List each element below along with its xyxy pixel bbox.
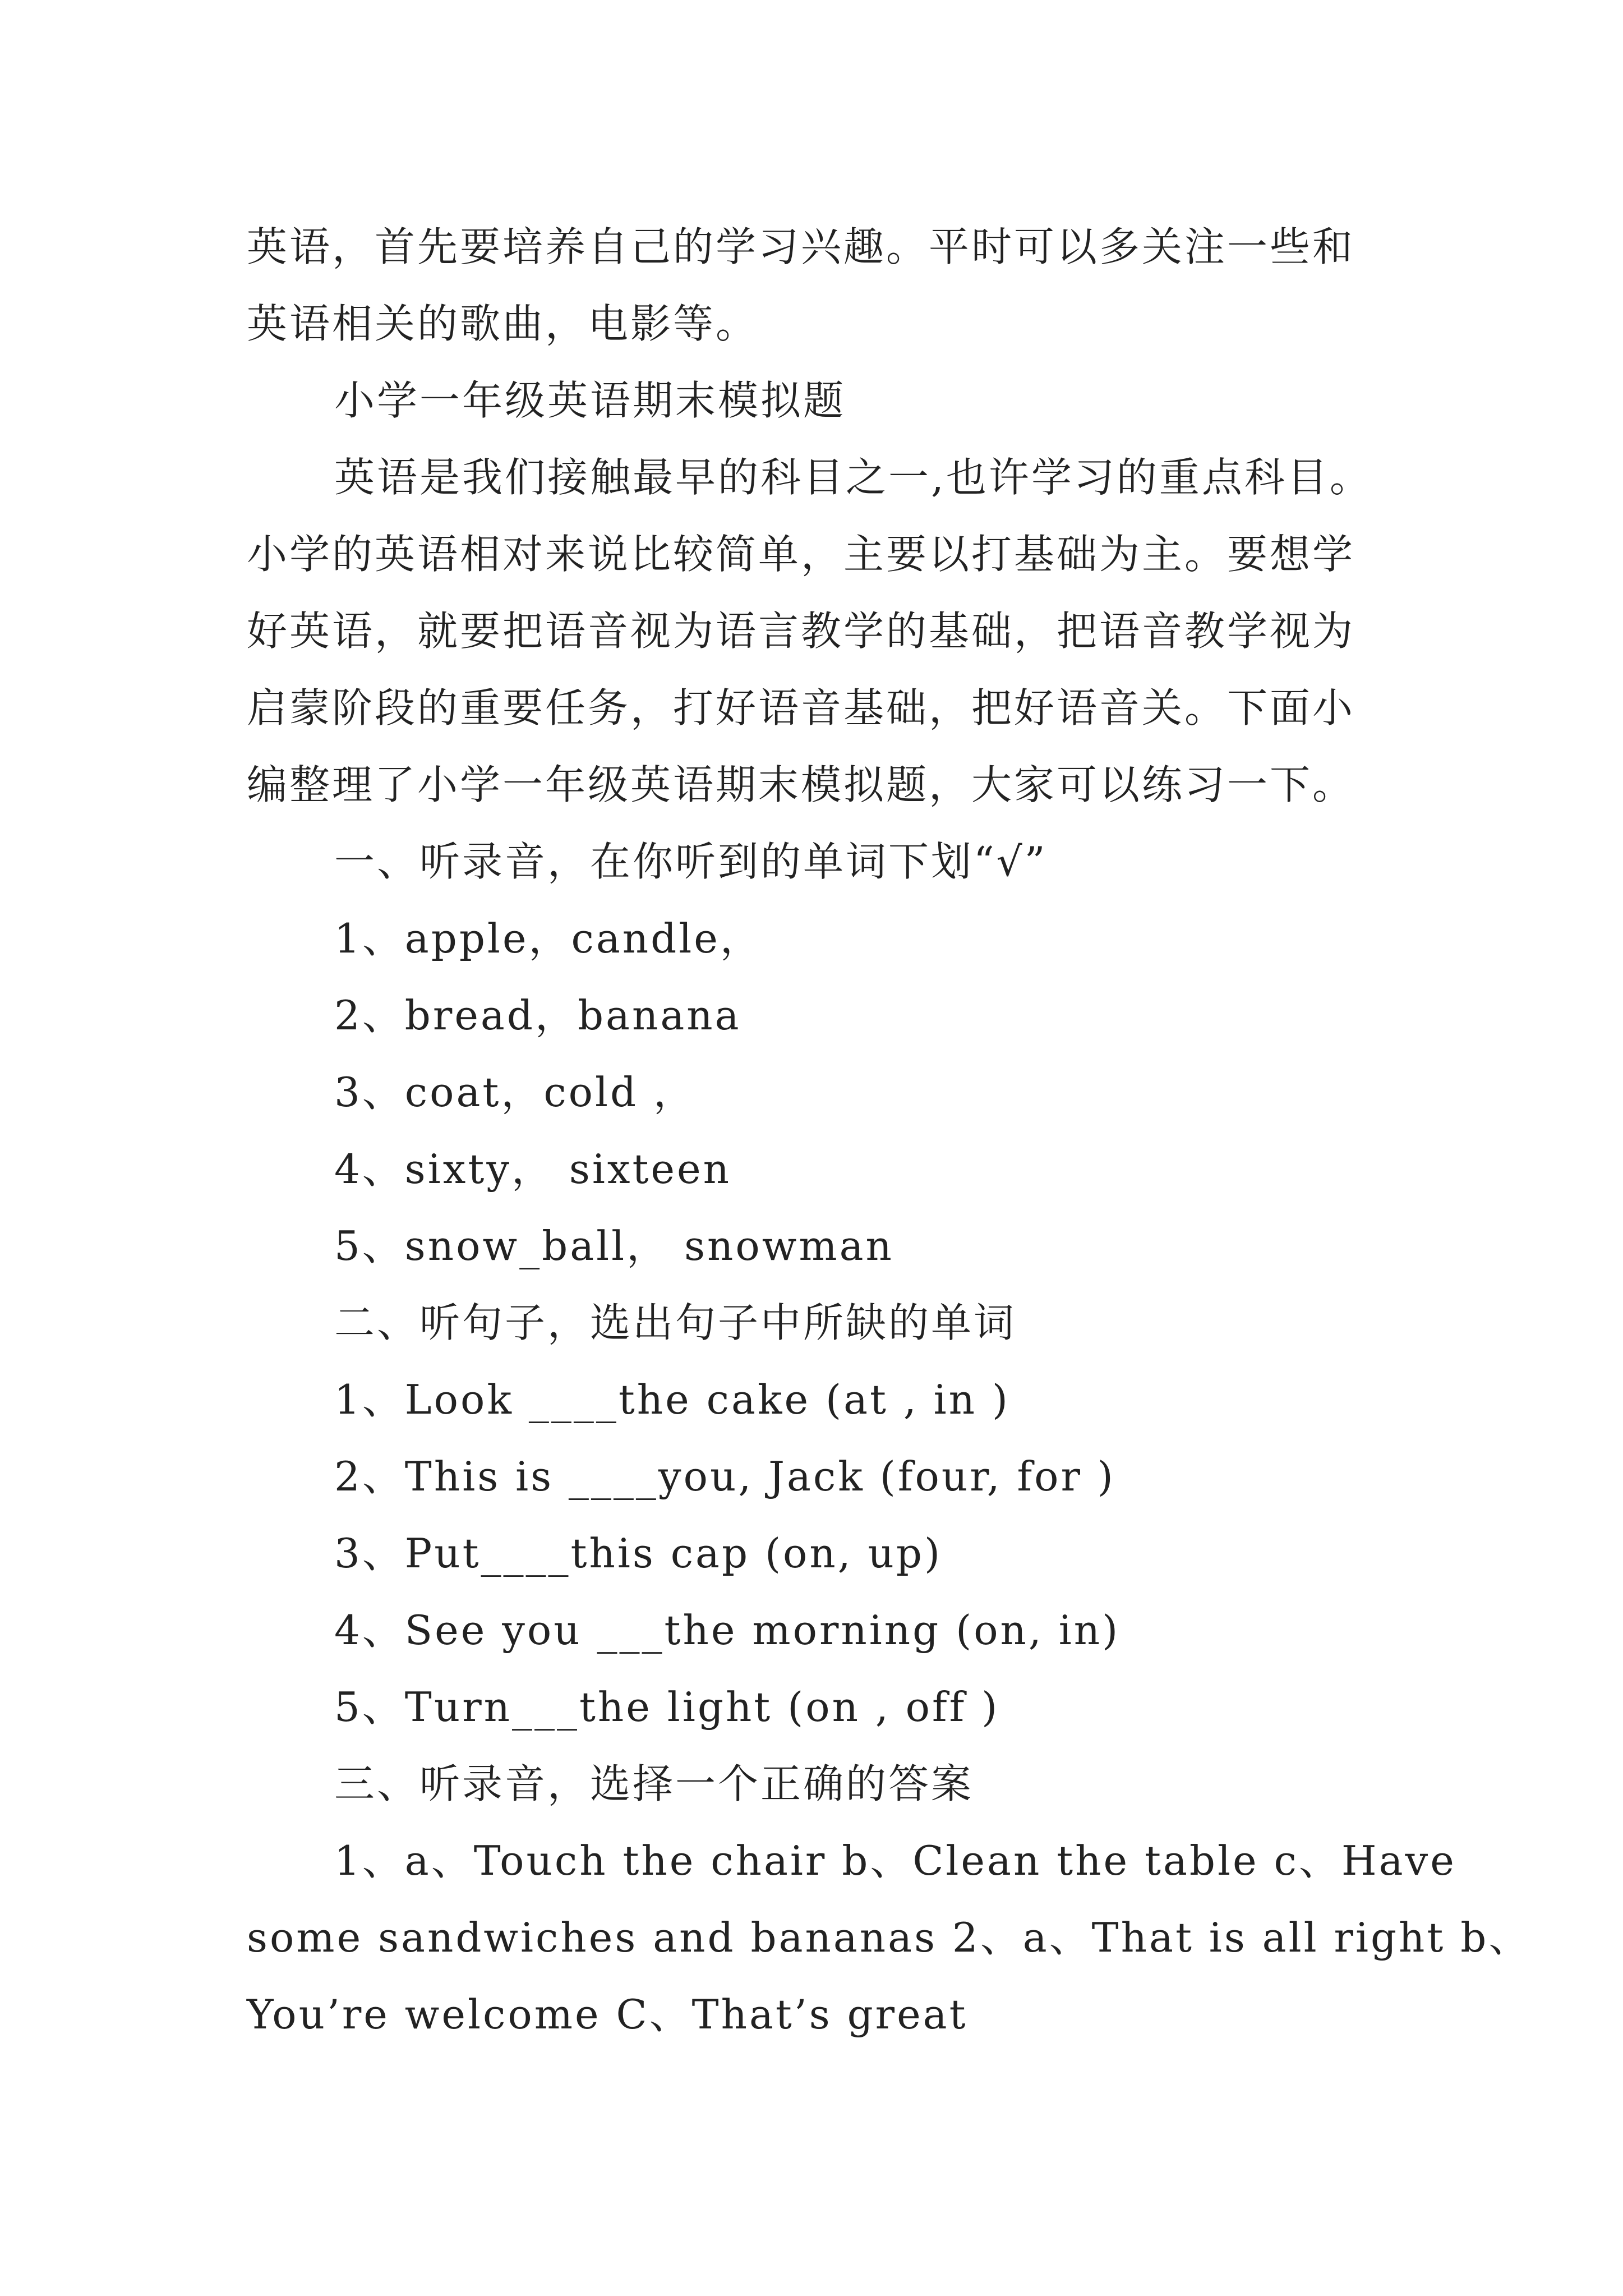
question-item: 4、sixty， sixteen [334,1145,731,1193]
question-item: 3、coat，cold ， [334,1069,697,1116]
text-line: You’re welcome C、That’s great [247,1991,968,2038]
question-item: 4、See you ___the morning (on, in) [334,1607,1121,1654]
question-item: 1、a、Touch the chair b、Clean the table c、Have [334,1837,1456,1884]
question-item: 5、snow_ball， snowman [334,1222,894,1269]
text-line: 小学的英语相对来说比较简单，主要以打基础为主。要想学 [247,531,1355,578]
document-body [247,209,1532,2053]
question-item: 2、This is ____you, Jack (four, for ) [334,1453,1115,1500]
text-line: 好英语，就要把语音视为语言教学的基础，把语音教学视为 [247,608,1355,655]
question-heading: 三、听录音，选择一个正确的答案 [334,1760,974,1807]
question-heading: 一、听录音，在你听到的单词下划“√” [334,838,1048,885]
question-item: 1、apple，candle， [334,915,763,962]
question-item: 2、bread，banana [334,992,741,1039]
text-line: 英语是我们接触最早的科目之一,也许学习的重点科目。 [334,454,1372,501]
text-line: 启蒙阶段的重要任务，打好语音基础，把好语音关。下面小 [247,684,1355,731]
question-heading: 二、听句子，选出句子中所缺的单词 [334,1299,1017,1346]
text-line: 编整理了小学一年级英语期末模拟题，大家可以练习一下。 [247,761,1355,808]
question-item: 1、Look ____the cake (at , in ) [334,1376,1010,1423]
text-line: some sandwiches and bananas 2、a、That is all right b、 [247,1914,1532,1961]
text-line: 英语相关的歌曲，电影等。 [247,300,759,347]
question-item: 5、Turn___the light (on , off ) [334,1683,1000,1731]
question-item: 3、Put____this cap (on, up) [334,1530,943,1577]
text-line: 英语，首先要培养自己的学习兴趣。平时可以多关注一些和 [247,223,1355,270]
section-title: 小学一年级英语期末模拟题 [334,377,846,424]
